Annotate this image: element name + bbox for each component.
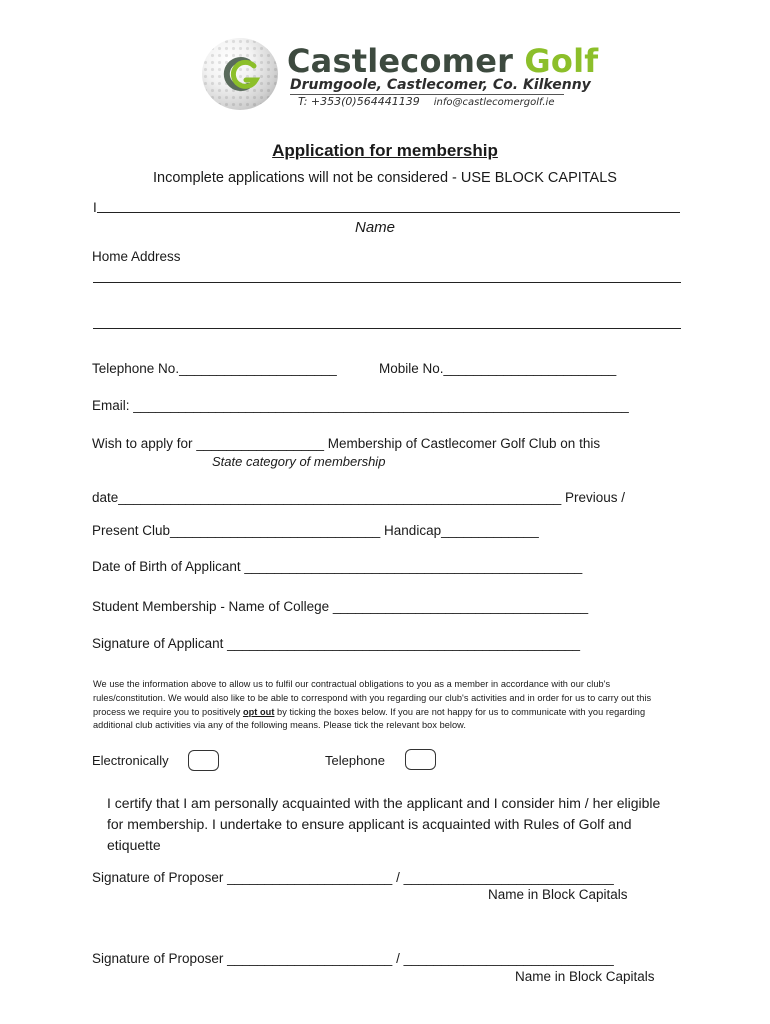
email-label: Email: [92, 398, 130, 413]
club-address: Drumgoole, Castlecomer, Co. Kilkenny [290, 77, 591, 93]
home-address-line-2[interactable] [93, 328, 681, 329]
privacy-notice: We use the information above to allow us to fulfil our contractual obligations to you as a member in accordance with our club's rules/constitution. We would also like to be able to correspond with you regarding our club's activities and in order for us to carry out this process we require you to positively opt out by ticking the boxes below. If you are not happy for us to communicate with you regarding additional club activities via any of the following means. Please tick the relevant box below. [93, 679, 652, 731]
date-field[interactable]: date___________________________________________________________ Previous / [92, 490, 626, 505]
electronically-checkbox[interactable] [188, 750, 219, 771]
certification-text: I certify that I am personally acquainted with the applicant and I consider him / her eligible for membership. I undertake to ensure applicant is acquainted with Rules of Golf and etiquette [107, 795, 661, 853]
proposer-1-caption: Name in Block Capitals [488, 887, 628, 902]
page-title: Application for membership [272, 141, 498, 160]
golf-ball-logo [202, 38, 278, 110]
form-subtitle: Incomplete applications will not be considered - USE BLOCK CAPITALS [153, 170, 617, 186]
club-contact [298, 95, 554, 108]
proposer-1-signature-field[interactable]: Signature of Proposer ______________________ / ____________________________ [92, 870, 614, 885]
mobile-label: Mobile No. [379, 361, 444, 376]
club-email: info@castlecomergolf.ie [433, 97, 555, 108]
proposer-2-caption: Name in Block Capitals [515, 969, 655, 984]
club-phone: T: +353(0)564441139 [298, 95, 420, 108]
student-college-field[interactable]: Student Membership - Name of College __________________________________ [92, 599, 589, 614]
category-caption: State category of membership [212, 454, 386, 469]
email-field[interactable]: Email: __________________________________________________________________ [92, 398, 629, 413]
name-caption: Name [355, 219, 396, 236]
applicant-signature-field[interactable]: Signature of Applicant _______________________________________________ [92, 636, 580, 651]
cg-monogram-icon [218, 54, 262, 94]
present-club-field[interactable]: Present Club____________________________ Handicap_____________ [92, 523, 539, 538]
mobile-field[interactable]: Mobile No._______________________ [379, 361, 617, 376]
home-address-line-1[interactable] [93, 282, 681, 283]
proposer-2-signature-field[interactable]: Signature of Proposer ______________________ / ____________________________ [92, 951, 614, 966]
name-field[interactable] [97, 212, 680, 213]
dob-field[interactable]: Date of Birth of Applicant _____________________________________________ [92, 559, 583, 574]
home-address-label: Home Address [92, 249, 181, 264]
club-name: Castlecomer Golf [287, 42, 599, 80]
telephone-checkbox[interactable] [405, 749, 436, 770]
telephone-field[interactable]: Telephone No._____________________ [92, 361, 337, 376]
telephone-option-label: Telephone [325, 753, 385, 768]
handicap-field: Handicap [384, 523, 442, 538]
telephone-label: Telephone No. [92, 361, 180, 376]
electronically-label: Electronically [92, 753, 169, 768]
name-prefix: I [93, 200, 97, 215]
membership-category-field[interactable]: Wish to apply for _________________ Membership of Castlecomer Golf Club on this [92, 436, 601, 451]
